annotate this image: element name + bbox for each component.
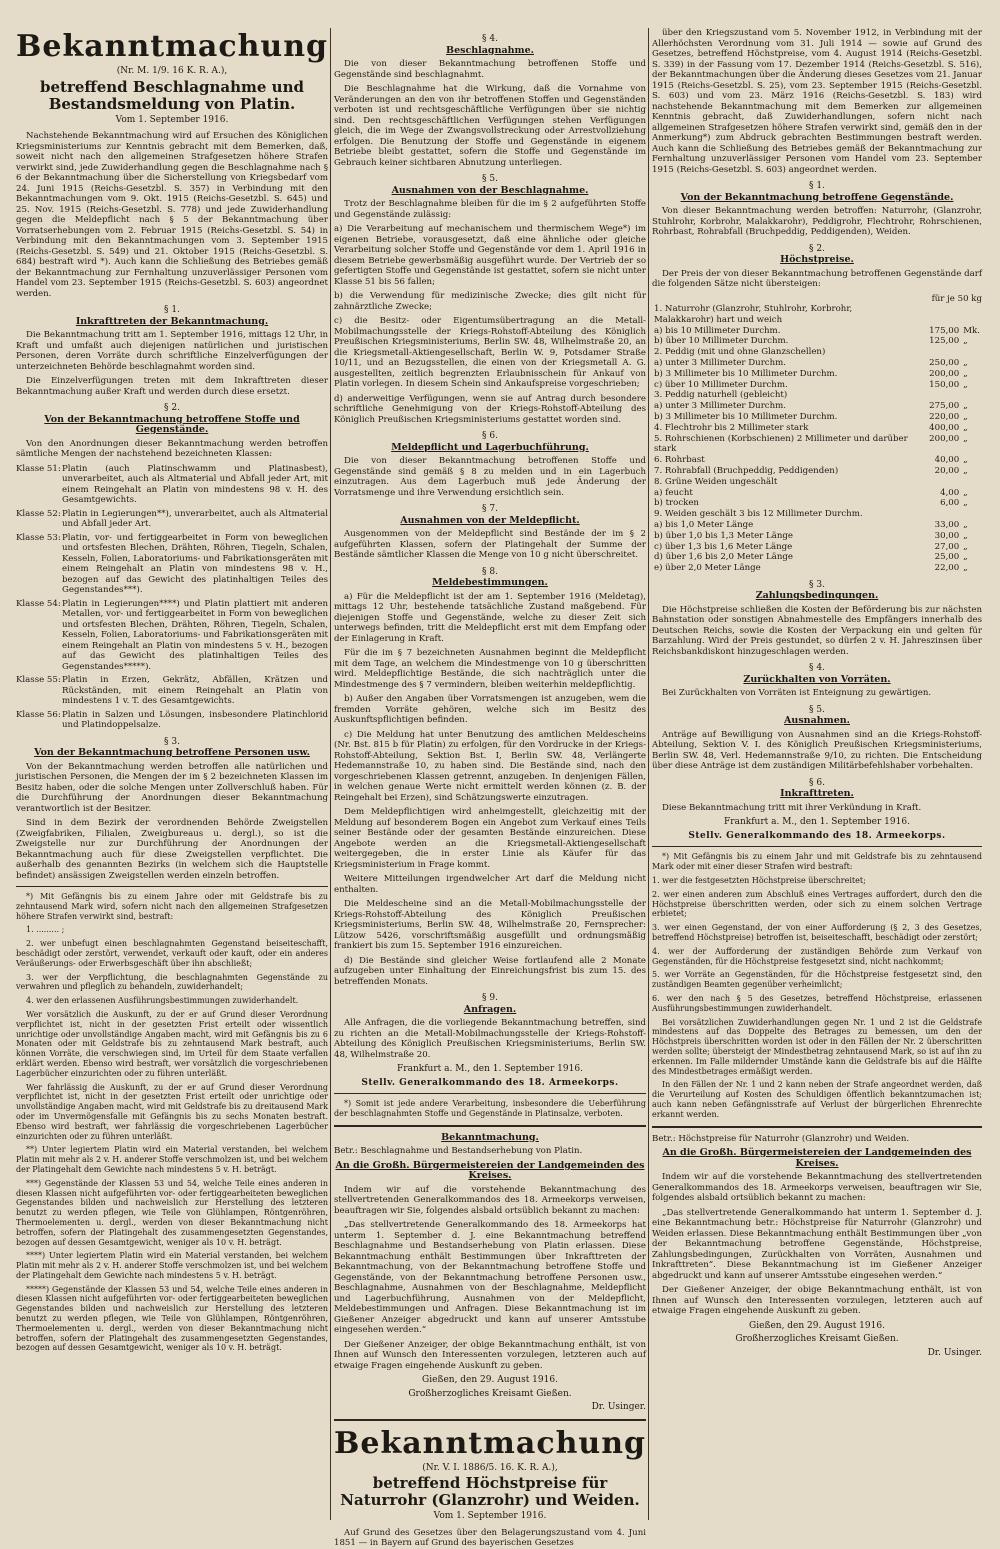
paragraph: Der Preis der von dieser Bekanntmachung betroffenen Gegenstände darf die folgenden Sätze nicht übersteigen: — [652, 268, 982, 289]
price-row — [652, 304, 982, 326]
klasse-text: Platin, vor- und fertiggearbeitet in Form von beweglichen und ortsfesten Blechen, Drähten, Röhren, Tiegeln, Schalen, Kesseln, Folien, Laboratoriums- und Fabrikationsgeräten mit einem Reingehalt an Platin von mindestens 98 v. H., bezogen auf das Gewicht des platinhaltigen Teiles des Gegenstandes***). — [62, 532, 328, 595]
klassen-list — [16, 464, 328, 731]
section-number: § 3. — [164, 736, 180, 747]
price-value: 175,00 — [929, 325, 960, 336]
price-item: b) über 10 Millimeter Durchm. — [654, 336, 789, 347]
paragraph: Ausgenommen von der Meldepflicht sind Bestände der im § 2 aufgeführten Klassen, sofern der Platingehalt der Summe der Bestände sämtlicher Klassen die Menge von 10 g nicht überschreitet. — [334, 529, 646, 560]
section-number: § 4. — [809, 663, 825, 674]
place-date: Gießen, den 29. August 1916. — [749, 1320, 885, 1331]
footnote: 6. wer den nach § 5 des Gesetzes, betreffend Höchstpreise, erlassenen Ausführungsbestimmungen zuwiderhandelt. — [652, 993, 982, 1013]
price-value: 25,00 — [934, 552, 960, 563]
price-value: 200,00 — [929, 433, 960, 444]
price-row — [652, 466, 982, 477]
footnote: 1. wer die festgesetzten Höchstpreise überschreitet; — [652, 876, 866, 886]
office: Großherzogliches Kreisamt Gießen. — [735, 1334, 899, 1345]
column-2 — [334, 28, 647, 1549]
paragraph: Indem wir auf die vorstehende Bekanntmachung des stellvertretenden Generalkommandos des 18. Armeekorps verweisen, beauftragen wir Sie, folgendes alsbald ortsüblich bekannt zu machen: — [652, 1172, 982, 1204]
section-title: Von der Bekanntmachung betroffene Stoffe und Gegenstände. — [44, 413, 300, 435]
price-unit: „ — [963, 433, 968, 444]
price-value — [913, 390, 961, 401]
price-value: 400,00 — [929, 422, 960, 433]
section-number: § 1. — [164, 305, 180, 315]
price-value: 4,00 — [940, 487, 960, 498]
price-item: 8. Grüne Weiden ungeschält — [654, 476, 778, 487]
section-number: § 4. — [482, 34, 498, 44]
betreff-line: Betr.: Beschlagnahme und Bestandserhebung von Platin. — [334, 1146, 583, 1157]
paragraph: Auf Grund des Gesetzes über den Belagerungszustand vom 4. Juni 1851 — in Bayern auf Grund des bayerischen Gesetzes — [334, 1527, 646, 1549]
paragraph: „Das stellvertretende Generalkommando hat unterm 1. September d. J. eine Bekanntmachung betr.: Höchstpreise für Naturrohr (Glanzrohr) und Weiden erlassen. Diese Bekanntmachung enthält Bestimmungen über „von der Bekanntmachung betroffene Gegenstände, Höchstpreise, Zahlungsbedingungen, Zurückhalten von Vorräten, Ausnahmen und Inkrafttreten“. Diese Bekanntmachung ist im Gießener Anzeiger abgedruckt und kann auf unserer Amtsstube eingesehen werden.“ — [652, 1207, 982, 1281]
price-value: 33,00 — [934, 519, 960, 530]
klasse-text: Platin in Legierungen****) und Platin plattiert mit anderen Metallen, vor- und fertiggearbeitet in Form von beweglichen und ortsfesten Blechen, Drähten, Röhren, Tiegeln, Schalen, Kesseln, Folien, Laboratoriums- und Fabrikationsgeräten mit einem Reingehalt an Platin von mindestens 5 v. H., bezogen auf das Gewicht des platinhaltigen Teiles des Gegenstandes*****). — [62, 598, 328, 672]
price-value: 125,00 — [929, 336, 960, 347]
footnote: 1. ......... ; — [26, 925, 65, 935]
paragraph: Die Einzelverfügungen treten mit dem Inkrafttreten dieser Bekanntmachung außer Kraft und werden durch diese ersetzt. — [16, 376, 328, 397]
addressee: An die Großh. Bürgermeistereien der Landgemeinden des Kreises. — [335, 1159, 645, 1182]
paragraph: Weitere Mitteilungen irgendwelcher Art darf die Meldung nicht enthalten. — [334, 874, 646, 895]
column-rule — [330, 28, 331, 1520]
price-unit: „ — [963, 368, 968, 379]
paragraph: Der Gießener Anzeiger, der obige Bekanntmachung enthält, ist von Ihnen auf Wunsch den Interessenten vorzulegen, letzteren auch auf etwaige Fragen eingehende Auskunft zu geben. — [334, 1339, 646, 1371]
price-unit: „ — [963, 357, 968, 368]
section-title: Beschlagnahme. — [446, 44, 534, 56]
price-value: 6,00 — [940, 498, 960, 509]
notice-reference: (Nr. V. I. 1886/5. 16. K. R. A.), — [422, 1462, 558, 1473]
column-1 — [16, 28, 328, 1520]
section-title: Zurückhalten von Vorräten. — [743, 673, 891, 685]
price-unit: „ — [963, 401, 968, 412]
column-rule — [648, 28, 649, 1520]
klasse-item — [16, 710, 328, 731]
footnote: Wer fahrlässig die Auskunft, zu der er auf Grund dieser Verordnung verpflichtet ist, nicht in der gesetzten Frist erteilt oder unrichtige oder unvollständige Angaben macht, wird mit Geldstrafe bis zu dreitausend Mark oder im Unvermögensfalle mit Gefängnis bis zu sechs Monaten bestraft. Ebenso wird bestraft, wer fahrlässig die vorgeschriebenen Lagerbücher einzurichten oder zu führen unterläßt. — [16, 1082, 328, 1141]
price-value: 275,00 — [929, 401, 960, 412]
paragraph: Die von dieser Bekanntmachung betroffenen Stoffe und Gegenstände sind beschlagnahmt. — [334, 59, 646, 80]
klasse-label: Klasse 55: — [16, 675, 61, 685]
paragraph: Bei Zurückhalten von Vorräten ist Enteignung zu gewärtigen. — [662, 688, 932, 699]
paragraph: Der Gießener Anzeiger, der obige Bekanntmachung enthält, ist von Ihnen auf Wunsch den Interessenten vorzulegen, letzteren auch auf etwaige Fragen eingehende Auskunft zu geben. — [652, 1285, 982, 1317]
footnote: *) Mit Gefängnis bis zu einem Jahre oder mit Geldstrafe bis zu zehntausend Mark wird, sofern nicht nach den allgemeinen Strafgesetzen höhere Strafen verwirkt sind, bestraft: — [16, 892, 328, 921]
klasse-text: Platin in Salzen und Lösungen, insbesondere Platinchlorid und Platindoppelsalze. — [62, 709, 328, 730]
footnotes — [652, 852, 982, 1119]
footnote: 4. wer den erlassenen Ausführungsbestimmungen zuwiderhandelt. — [26, 996, 299, 1006]
price-unit — [961, 347, 982, 358]
section-number: § 1. — [809, 181, 825, 191]
section-number: § 5. — [482, 174, 498, 184]
notice-title: Bekanntmachung — [16, 29, 329, 64]
notice-title: Bekanntmachung — [334, 1425, 647, 1461]
paragraph: a) Für die Meldepflicht ist der am 1. September 1916 (Meldetag), mittags 12 Uhr, bestehende tatsächliche Zustand maßgebend. Für diejenigen Stoffe und Gegenstände, welche zu dieser Zeit sich unterwegs befinden, tritt die Meldepflicht erst mit dem Empfang oder der Einlagerung in Kraft. — [334, 591, 646, 644]
price-value — [913, 509, 961, 520]
signatory — [334, 1078, 646, 1089]
price-item: a) unter 3 Millimeter Durchm. — [654, 401, 787, 412]
price-item: a) bis 10 Millimeter Durchm. — [654, 325, 781, 336]
price-row — [652, 434, 982, 456]
section-title: Ausnahmen von der Beschlagnahme. — [391, 184, 589, 196]
section-number: § 6. — [809, 777, 825, 788]
klasse-item — [16, 599, 328, 673]
price-item: c) über 10 Millimeter Durchm. — [654, 379, 788, 390]
section-number: § 5. — [809, 704, 825, 715]
klasse-label: Klasse 51: — [16, 463, 61, 474]
price-row — [652, 552, 982, 563]
price-item: 6. Rohrbast — [654, 455, 705, 466]
notice-subtitle: betreffend Höchstpreise für Naturrohr (Glanzrohr) und Weiden. — [340, 1474, 640, 1510]
klasse-item — [16, 533, 328, 596]
klasse-text: Platin in Erzen, Gekrätz, Abfällen, Krätzen und Rückständen, mit einem Reingehalt an Platin von mindestens 1 v. T. des Gesamtgewichts. — [62, 675, 328, 706]
footnote: In den Fällen der Nr. 1 und 2 kann neben der Strafe angeordnet werden, daß die Verurteilung auf Kosten des Schuldigen öffentlich bekanntzumachen ist; auch kann neben Gefängnisstrafe auf Verlust der bürgerlichen Ehrenrechte erkannt werden. — [652, 1080, 982, 1119]
klasse-label: Klasse 54: — [16, 598, 61, 609]
price-row — [652, 358, 982, 369]
footnote: *****) Gegenstände der Klassen 53 und 54, welche Teile eines anderen in diesen Klassen nicht aufgeführten vor- oder fertiggearbeiteten beweglichen Gegenstandes bilden und nachweislich zur Herstellung des letzteren benutzt zu werden pflegen, wie Teile von Glühlampen, Röntgenröhren, Thermoelementen u. dergl., werden von dieser Bekanntmachung nicht betroffen, sofern der Platingehalt des zusammengesetzten Gegenstandes, bezogen auf dessen Gesamtgewicht, weniger als 10 v. H. beträgt. — [16, 1284, 328, 1353]
divider — [652, 846, 982, 847]
paragraph: „Das stellvertretende Generalkommando des 18. Armeekorps hat unterm 1. September d. J. eine Bekanntmachung betreffend Beschlagnahme und Bestandserhebung von Platin erlassen. Diese Bekanntmachung enthält Bestimmungen über Inkrafttreten der Bekanntmachung, von der Bekanntmachung betroffene Stoffe und Gegenstände, von der Bekanntmachung betroffene Personen usw., Beschlagnahme, Ausnahmen von der Beschlagnahme, Meldepflicht und Lagerbuchführung, Ausnahmen von der Meldepflicht, Meldebestimmungen und Anfragen. Diese Bekanntmachung ist im Gießener Anzeiger abgedruckt und kann auf unserer Amtsstube eingesehen werden.“ — [334, 1220, 646, 1336]
section-title: Meldebestimmungen. — [432, 577, 548, 588]
price-row — [652, 369, 982, 380]
divider — [652, 1126, 982, 1128]
section-number: § 7. — [482, 504, 498, 514]
section-number: § 9. — [482, 993, 498, 1003]
price-unit: „ — [963, 455, 968, 466]
notice-date: Vom 1. September 1916. — [433, 1511, 547, 1522]
klasse-text: Platin in Legierungen**), unverarbeitet, auch als Altmaterial und Abfall jeder Art. — [62, 508, 328, 529]
footnote: *) Mit Gefängnis bis zu einem Jahr und mit Geldstrafe bis zu zehntausend Mark oder mit einer dieser Strafen wird bestraft: — [652, 852, 982, 872]
signatory-text: Stellv. Generalkommando des 18. Armeekorps. — [688, 830, 946, 841]
price-item: b) 3 Millimeter bis 10 Millimeter Durchm. — [654, 368, 838, 379]
place-date: Frankfurt a. M., den 1. September 1916. — [397, 1064, 583, 1074]
price-row — [652, 542, 982, 553]
price-item: b) 3 Millimeter bis 10 Millimeter Durchm. — [654, 411, 838, 422]
section-title: Ausnahmen. — [784, 715, 850, 727]
price-unit — [961, 477, 982, 488]
notice-heading: Bekanntmachung. — [441, 1131, 539, 1143]
price-item: a) bis 1,0 Meter Länge — [654, 519, 754, 530]
section-title: Von der Bekanntmachung betroffene Personen usw. — [34, 747, 310, 758]
price-unit: „ — [963, 379, 968, 390]
price-item: e) über 2,0 Meter Länge — [654, 563, 761, 574]
section-title: Meldepflicht und Lagerbuchführung. — [391, 441, 589, 453]
price-row — [652, 520, 982, 531]
list-item: d) anderweitige Verfügungen, wenn sie auf Antrag durch besondere schriftliche Genehmigung von der Kriegs-Rohstoff-Abteilung des Königlich Preußischen Kriegsministeriums gestattet worden sind. — [334, 393, 646, 425]
paragraph: Von dieser Bekanntmachung werden betroffen: Naturrohr, (Glanzrohr, Stuhlrohr, Korbrohr, Malakkarohr), Peddigrohr, Flechtrohr, Rohrschienen, Rohrbast, Rohrabfall (Bruchpeddig, Peddigenden), Weiden. — [652, 206, 982, 237]
price-item: 9. Weiden geschält 3 bis 12 Millimeter Durchm. — [654, 509, 863, 520]
price-item: 1. Naturrohr (Glanzrohr, Stuhlrohr, Korbrohr, Malakkarohr) hart und weich — [654, 304, 853, 325]
signatory-text: Stellv. Generalkommando des 18. Armeekorps. — [361, 1077, 619, 1088]
section-title: Inkrafttreten. — [780, 788, 854, 800]
price-item: 5. Rohrschienen (Korbschienen) 2 Millimeter und darüber stark — [654, 433, 908, 455]
price-row — [652, 563, 982, 574]
price-item: 7. Rohrabfall (Bruchpeddig, Peddigenden) — [654, 465, 839, 476]
footnote: Bei vorsätzlichen Zuwiderhandlungen gegen Nr. 1 und 2 ist die Geldstrafe mindestens auf das Doppelte des Betrages zu bemessen, um den der Höchstpreis überschritten worden ist oder in den Fällen der Nr. 2 überschritten werden sollte; übersteigt der Mindestbetrag zehntausend Mark, so ist auf ihn zu erkennen. Im Falle mildernder Umstände kann die Geldstrafe bis auf die Hälfte des Mindestbetrages ermäßigt werden. — [652, 1017, 982, 1076]
paragraph: Trotz der Beschlagnahme bleiben für die im § 2 aufgeführten Stoffe und Gegenstände zulässig: — [334, 199, 646, 220]
paragraph: Sind in dem Bezirk der verordnenden Behörde Zweigstellen (Zweigfabriken, Filialen, Zweigbureaus u. dergl.), so ist die Zweigstelle nur zur Durchführung der Anordnungen der Bekanntmachung auch für diese Zweigstellen verpflichtet. Die außerhalb des genannten Bezirks (in welchem sich die Hauptstelle befindet) ansässigen Zweigstellen werden einzeln betroffen. — [16, 818, 328, 881]
price-value — [913, 477, 961, 488]
paragraph: Von der Bekanntmachung werden betroffen alle natürlichen und juristischen Personen, die Mengen der im § 2 bezeichneten Klassen im Besitz haben, oder die solche Mengen unter Zollverschluß haben. Für die Durchführung der Anordnungen dieser Bekanntmachung verantwortlich ist der Besitzer. — [16, 761, 328, 814]
footnote: **) Unter legiertem Platin wird ein Material verstanden, bei welchem Platin mit mehr als 2 v. H. anderer Stoffe verschmolzen ist, und bei welchem der Platingehalt dem Gewichte nach mindestens 5 v. H. beträgt. — [16, 1145, 328, 1174]
price-item: d) über 1,6 bis 2,0 Meter Länge — [654, 552, 793, 563]
section-number: § 6. — [482, 431, 498, 441]
section-title: Inkrafttreten der Bekanntmachung. — [75, 315, 269, 327]
paragraph: Von den Anordnungen dieser Bekanntmachung werden betroffen sämtliche Mengen der nachstehend bezeichneten Klassen: — [16, 438, 328, 459]
price-unit: „ — [963, 552, 968, 563]
section-title: Höchstpreise. — [780, 254, 854, 265]
footnote: 4. wer der Aufforderung der zuständigen Behörde zum Verkauf von Gegenständen, für die Höchstpreise festgesetzt sind, nicht nachkommt; — [652, 946, 982, 966]
price-table — [652, 304, 982, 574]
footnotes — [16, 892, 328, 1353]
price-value: 250,00 — [929, 357, 960, 368]
paragraph: Die von dieser Bekanntmachung betroffenen Stoffe und Gegenstände sind gemäß § 8 zu melden und in ein Lagerbuch einzutragen. Aus dem Lagerbuch muß jede Änderung der Vorratsmenge und ihre Verwendung ersichtlich sein. — [334, 456, 646, 498]
list-item: b) die Verwendung für medizinische Zwecke; dies gilt nicht für zahnärztliche Zwecke; — [334, 291, 646, 312]
price-row — [652, 412, 982, 423]
notice-date: Vom 1. September 1916. — [115, 114, 229, 125]
klasse-label: Klasse 53: — [16, 532, 61, 543]
footnote: 5. wer Vorräte an Gegenständen, für die Höchstpreise festgesetzt sind, den zuständigen Beamten gegenüber verheimlicht; — [652, 970, 982, 990]
price-row — [652, 423, 982, 434]
list-item: c) die Besitz- oder Eigentumsübertragung an die Metall-Mobilmachungsstelle der Kriegs-Rohstoff-Abteilung des Königlich Preußischen Kriegsministeriums, Berlin SW. 48, Wilhelmstraße 20, an die Kriegsmetall-Aktiengesellschaft, Berlin W. 9, Potsdamer Straße 10/11, und an Bezugsstellen, die einen von der Kriegsmetall A. G. ausgestellten, zeitlich begrenzten Erlaubnisschein für Ankauf von Platin vorlegen. In diesem Schein sind Ankaufspreise vorgeschrieben; — [334, 316, 646, 389]
price-value: 200,00 — [929, 368, 960, 379]
price-row — [652, 477, 982, 488]
notice-reference: (Nr. M. 1/9. 16 K. R. A.), — [116, 66, 228, 76]
intro-paragraph: über den Kriegszustand vom 5. November 1912, in Verbindung mit der Allerhöchsten Verordnung vom 31. Juli 1914 — sowie auf Grund des Gesetzes, betreffend Höchstpreise, vom 4. August 1914 (Reichs-Gesetzbl. S. 339) in der Fassung vom 17. Dezember 1914 (Reichs-Gesetzbl. S. 516), der Bekanntmachungen über die Änderung dieses Gesetzes vom 21. Januar 1915 (Reichs-Gesetzbl. S. 25), vom 23. September 1915 (Reichs-Gesetzbl. S. 603) und vom 23. März 1916 (Reichs-Gesetzbl. S. 183) wird nachstehende Bekanntmachung mit dem Bemerken zur allgemeinen Kenntnis gebracht, daß Zuwiderhandlungen, sofern nicht nach allgemeinen Strafgesetzen höhere Strafen verwirkt sind, gemäß den in der Anmerkung*) zum Abdruck gebrachten Bestimmungen bestraft werden. Auch kann die Schließung des Betriebes gemäß der Bekanntmachung zur Fernhaltung unzuverlässiger Personen vom Handel vom 23. September 1915 (Reichs-Gesetzbl. S. 603) angeordnet werden. — [652, 28, 982, 175]
price-row — [652, 401, 982, 412]
price-unit — [961, 390, 982, 401]
price-row — [652, 380, 982, 391]
price-row — [652, 488, 982, 499]
price-unit: „ — [963, 336, 968, 347]
price-unit-header: für je 50 kg — [931, 293, 982, 304]
price-row — [652, 336, 982, 347]
divider — [16, 886, 328, 887]
klasse-label: Klasse 52: — [16, 508, 61, 519]
price-row — [652, 326, 982, 337]
price-value: 27,00 — [934, 541, 960, 552]
price-value: 40,00 — [934, 455, 960, 466]
place-date: Gießen, den 29. August 1916. — [422, 1375, 558, 1386]
price-unit — [961, 304, 982, 326]
signature-name: Dr. Usinger. — [591, 1402, 646, 1413]
section-number: § 2. — [164, 403, 180, 413]
price-unit: Mk. — [963, 325, 980, 336]
price-item: a) unter 3 Millimeter Durchm. — [654, 357, 787, 368]
klasse-label: Klasse 56: — [16, 709, 61, 720]
paragraph: Die Meldescheine sind an die Metall-Mobilmachungsstelle der Kriegs-Rohstoff-Abteilung des Königlich Preußischen Kriegsministeriums, Berlin SW. 48, Wilhelmstraße 20, Fernsprecher: Lützow 5426, vorschriftsmäßig ausgefüllt und ordnungsmäßig frankiert bis zum 15. September 1916 einzureichen. — [334, 899, 646, 951]
price-value: 22,00 — [934, 563, 960, 574]
paragraph: Indem wir auf die vorstehende Bekanntmachung des stellvertretenden Generalkommandos des 18. Armeekorps verweisen, beauftragen wir Sie, folgendes alsbald ortsüblich bekannt zu machen: — [334, 1184, 646, 1216]
price-row — [652, 455, 982, 466]
price-item: c) über 1,3 bis 1,6 Meter Länge — [654, 541, 793, 552]
betreff-line: Betr.: Höchstpreise für Naturrohr (Glanzrohr) und Weiden. — [652, 1133, 910, 1144]
footnote: *) Somit ist jede andere Verarbeitung, insbesondere die Ueberführung der beschlagnahmten Stoffe und Gegenstände in Platinsalze, verboten. — [334, 1099, 646, 1118]
column-3 — [652, 28, 982, 1520]
paragraph: Dem Meldepflichtigen wird anheimgestellt, gleichzeitig mit der Meldung auf besonderem Bogen ein Angebot zum Verkauf eines Teils seiner Bestände oder der gesamten Bestände einzureichen. Diese Angebote werden an die Kriegsmetall-Aktiengesellschaft weitergegeben, die in erster Linie als Käufer für das Kriegsministerium in Frage kommt. — [334, 807, 646, 870]
price-row — [652, 531, 982, 542]
price-row — [652, 498, 982, 509]
price-value: 220,00 — [929, 411, 960, 422]
klasse-text: Platin (auch Platinschwamm und Platinasbest), unverarbeitet, auch als Altmaterial und Abfall jeder Art, mit einem Reingehalt an Platin von mindestens 98 v. H. des Gesamtgewichts. — [62, 463, 328, 505]
paragraph: Alle Anfragen, die die vorliegende Bekanntmachung betreffen, sind zu richten an die Metall-Mobilmachungsstelle der Kriegs-Rohstoff-Abteilung des Königlich Preußischen Kriegsministeriums, Berlin SW. 48, Wilhelmstraße 20. — [334, 1018, 646, 1060]
place-date: Frankfurt a. M., den 1. September 1916. — [724, 817, 910, 828]
signatory — [652, 831, 982, 842]
price-item: 3. Peddig naturhell (gebleicht) — [654, 390, 788, 401]
price-row — [652, 390, 982, 401]
section-number: § 8. — [482, 566, 498, 577]
section-title: Von der Bekanntmachung betroffene Gegenstände. — [680, 191, 954, 203]
footnote: 3. wer der Verpflichtung, die beschlagnahmten Gegenstände zu verwahren und pfleglich zu behandeln, zuwiderhandelt; — [16, 972, 328, 992]
price-unit: „ — [963, 465, 968, 476]
price-value — [913, 347, 961, 358]
paragraph: Die Bekanntmachung tritt am 1. September 1916, mittags 12 Uhr, in Kraft und umfaßt auch diejenigen natürlichen und juristischen Personen, deren Vorräte durch schriftliche Einzelverfügungen der unterzeichneten Behörde beschlagnahmt worden sind. — [16, 330, 328, 372]
office: Großherzogliches Kreisamt Gießen. — [408, 1388, 572, 1399]
price-unit: „ — [963, 519, 968, 530]
section-title: Zahlungsbedingungen. — [755, 590, 879, 602]
footnote: 2. wer unbefugt einen beschlagnahmten Gegenstand beiseiteschafft, beschädigt oder zerstört, verwendet, verkauft oder kauft, oder ein anderes Veräußerungs- oder Erwerbsgeschäft über ihn abschließt; — [16, 939, 328, 968]
section-title: Ausnahmen von der Meldepflicht. — [400, 514, 580, 526]
price-value: 20,00 — [934, 465, 960, 476]
price-value — [913, 304, 961, 326]
price-unit: „ — [963, 541, 968, 552]
divider — [334, 1093, 646, 1094]
paragraph: c) Die Meldung hat unter Benutzung des amtlichen Meldescheins (Nr. Bst. 815 b für Platin) zu erfolgen, für den Vordrucke in der Kriegs-Rohstoff-Abteilung, Sektion Bst. I, Berlin SW. 48, Verlängerte Hedemannstraße 10, zu haben sind. Die Bestände sind, nach den vorgeschriebenen Klassen getrennt, anzugeben. In denjenigen Fällen, in welchen genaue Werte nicht ermittelt werden können (z. B. der Reingehalt bei Erzen), sind Schätzungswerte einzutragen. — [334, 729, 646, 803]
price-item: 4. Flechtrohr bis 2 Millimeter stark — [654, 422, 809, 433]
footnote: Wer vorsätzlich die Auskunft, zu der er auf Grund dieser Verordnung verpflichtet ist, nicht in der gesetzten Frist erteilt oder wissentlich unrichtige oder unvollständige Angaben macht, wird mit Gefängnis bis zu 6 Monaten oder mit Geldstrafe bis zu zehntausend Mark bestraft, auch können Vorräte, die verschwiegen sind, im Urteil für dem Staate verfallen erklärt werden. Ebenso wird bestraft, wer vorsätzlich die vorgeschriebenen Lagerbücher einzurichten oder zu führen unterläßt. — [16, 1009, 328, 1078]
divider — [334, 1419, 646, 1421]
section-number: § 2. — [809, 243, 825, 254]
price-item: a) feucht — [654, 487, 693, 498]
section-number: § 3. — [809, 579, 825, 590]
paragraph: Anträge auf Bewilligung von Ausnahmen sind an die Kriegs-Rohstoff-Abteilung, Sektion V. I. des Königlich Preußischen Kriegsministeriums, Berlin SW. 48, Verl. Hedemannstraße 9/10, zu richten. Die Entscheidung über diese Anträge ist dem zuständigen Militärbefehlshaber vorbehalten. — [652, 729, 982, 772]
klasse-item — [16, 675, 328, 707]
section-title: Anfragen. — [463, 1003, 517, 1015]
paragraph: b) Außer den Angaben über Vorratsmengen ist anzugeben, wem die fremden Vorräte gehören, welche sich im Besitz des Auskunftspflichtigen befinden. — [334, 694, 646, 725]
price-unit: „ — [963, 487, 968, 498]
footnote: ****) Unter legiertem Platin wird ein Material verstanden, bei welchem Platin mit mehr als 2 v. H. anderer Stoffe verschmolzen ist, und bei welchem der Platingehalt dem Gewichte nach mindestens 5 v. H. beträgt. — [16, 1251, 328, 1280]
notice-subtitle: betreffend Beschlagnahme und Bestandsmeldung von Platin. — [40, 77, 304, 113]
addressee: An die Großh. Bürgermeistereien der Landgemeinden des Kreises. — [662, 1147, 972, 1169]
price-unit — [961, 509, 982, 520]
price-item: b) über 1,0 bis 1,3 Meter Länge — [654, 530, 793, 541]
footnote: ***) Gegenstände der Klassen 53 und 54, welche Teile eines anderen in diesen Klassen nicht aufgeführten vor- oder fertiggearbeiteten beweglichen Gegenstandes bilden und nachweislich zur Herstellung des letzteren benutzt zu werden pflegen, wie Teile von Glühlampen, Röntgenröhren, Thermoelementen u. dergl., werden von dieser Bekanntmachung nicht betroffen, sofern der Platingehalt des zusammengesetzten Gegenstandes, bezogen auf dessen Gesamtgewicht, weniger als 10 v. H. beträgt. — [16, 1178, 328, 1247]
price-value: 30,00 — [934, 530, 960, 541]
footnote: 3. wer einen Gegenstand, der von einer Aufforderung (§ 2, 3 des Gesetzes, betreffend Höchstpreise) betroffen ist, beiseiteschafft, beschädigt oder zerstört; — [652, 923, 982, 942]
price-unit: „ — [963, 422, 968, 433]
paragraph: Diese Bekanntmachung tritt mit ihrer Verkündung in Kraft. — [662, 802, 922, 813]
price-unit: „ — [963, 411, 968, 422]
price-unit: „ — [963, 563, 968, 574]
klasse-item — [16, 509, 328, 530]
price-row — [652, 509, 982, 520]
list-item: a) Die Verarbeitung auf mechanischem und thermischem Wege*) im eigenen Betriebe, vorausgesetzt, daß eine ähnliche oder gleiche Verarbeitung solcher Stoffe und Gegenstände vor dem 1. April 1916 in diesem Betriebe gewerbsmäßig ausgeführt wurde. Der Vertrieb der so gefertigten Stoffe und Gegenstände ist gestattet, sofern sie nicht unter Klasse 51 bis 56 fallen; — [334, 224, 646, 287]
price-value: 150,00 — [929, 379, 960, 390]
price-unit: „ — [963, 498, 968, 509]
paragraph: d) Die Bestände sind gleicher Weise fortlaufend alle 2 Monate aufzugeben unter Einhaltung der Einreichungsfrist bis zum 15. des betreffenden Monats. — [334, 955, 646, 987]
paragraph: Die Höchstpreise schließen die Kosten der Beförderung bis zur nächsten Bahnstation oder sonstigen Abnahmestelle des Empfängers innerhalb des Deutschen Reichs, sowie die Kosten der Verpackung ein und gelten für Barzahlung. Wird der Preis gestundet, so dürfen 2 v. H. Jahreszinsen über Reichsbankdiskont hinzugeschlagen werden. — [652, 604, 982, 657]
klasse-item — [16, 464, 328, 506]
divider — [334, 1125, 646, 1127]
price-item: 2. Peddig (mit und ohne Glanzschellen) — [654, 347, 826, 358]
price-unit: „ — [963, 530, 968, 541]
paragraph: Die Beschlagnahme hat die Wirkung, daß die Vornahme von Veränderungen an den von ihr betroffenen Stoffen und Gegenständen verboten ist und rechtsgeschäftliche Verfügungen über sie nichtig sind. Den rechtsgeschäftlichen Verfügungen stehen Verfügungen gleich, die im Wege der Zwangsvollstreckung oder Arrestvollziehung erfolgen. Die Benutzung der Stoffe und Gegenstände in eigenem Betriebe bleibt gestattet, sofern die Stoffe und Gegenstände im Gebrauch keiner sichtbaren Abnutzung unterliegen. — [334, 84, 646, 168]
paragraph: Für die im § 7 bezeichneten Ausnahmen beginnt die Meldepflicht mit dem Tage, an welchem die Mindestmenge von 10 g überschritten wird. Meldepflichtige Bestände, die sich nachträglich unter die Mindestmenge des § 7 vermindern, bleiben weiterhin meldepflichtig. — [334, 648, 646, 690]
price-row — [652, 347, 982, 358]
signature-name: Dr. Usinger. — [927, 1347, 982, 1358]
price-item: b) trocken — [654, 498, 699, 509]
intro-paragraph: Nachstehende Bekanntmachung wird auf Ersuchen des Königlichen Kriegsministeriums zur Kenntnis gebracht mit dem Bemerken, daß, soweit nicht nach den allgemeinen Strafgesetzen höhere Strafen verwirkt sind, jede Zuwiderhandlung gegen die Beschlagnahme nach § 6 der Bekanntmachung über die Sicherstellung von Kriegsbedarf vom 24. Juni 1915 (Reichs-Gesetzbl. S. 357) in Verbindung mit den Bekanntmachungen vom 9. Okt. 1915 (Reichs-Gesetzbl. S. 645) und 25. Nov. 1915 (Reichs-Gesetzbl. S. 778) und jede Zuwiderhandlung gegen die Meldepflicht nach § 5 der Bekanntmachung über Vorratserhebungen vom 2. Februar 1915 (Reichs-Gesetzbl. S. 54) in Verbindung mit den Bekanntmachungen vom 3. September 1915 (Reichs-Gesetzbl. S. 549) und 21. Oktober 1915 (Reichs-Gesetzbl. S. 684) bestraft wird *). Auch kann die Schließung des Betriebes gemäß der Bekanntmachung zur Fernhaltung unzuverlässiger Personen vom Handel vom 23. September 1915 (Reichs-Gesetzbl. S. 603) angeordnet werden. — [16, 131, 328, 299]
footnote: 2. wer einen anderen zum Abschluß eines Vertrages auffordert, durch den die Höchstpreise überschritten werden, oder sich zu einem solchen Vertrage erbietet; — [652, 889, 982, 919]
